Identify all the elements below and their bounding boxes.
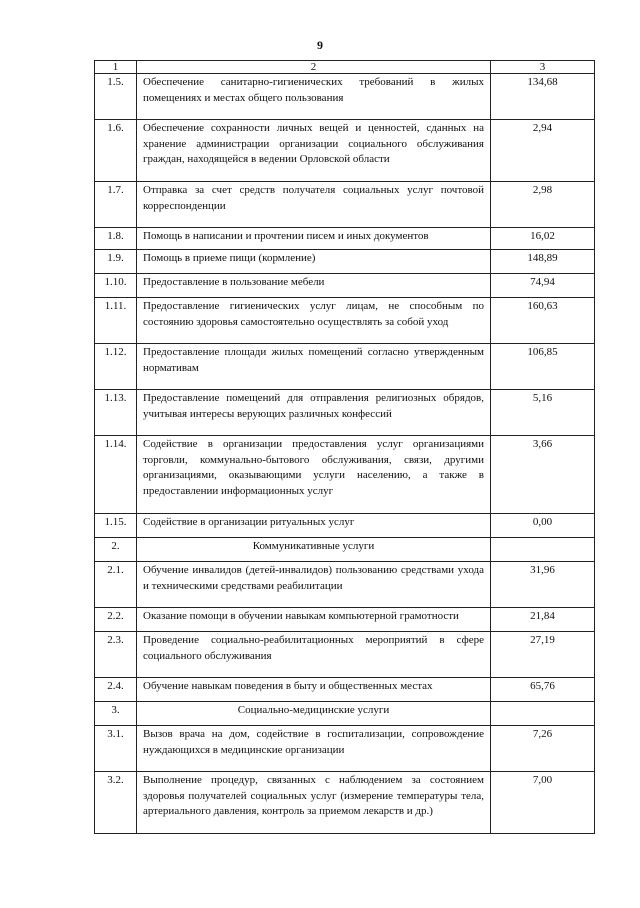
service-name: Предоставление помещений для отправления религиозных обрядов, учитывая интересы верующих различных конфессий xyxy=(137,390,491,436)
service-name: Предоставление в пользование мебели xyxy=(137,274,491,298)
section-row xyxy=(95,702,595,726)
row-number: 1.5. xyxy=(95,74,137,120)
service-name: Вызов врача на дом, содействие в госпитализации, сопровождение нуждающихся в медицинские организации xyxy=(137,726,491,772)
service-name: Отправка за счет средств получателя социальных услуг почтовой корреспонденции xyxy=(137,182,491,228)
service-tariff: 74,94 xyxy=(491,274,595,298)
service-tariff: 134,68 xyxy=(491,74,595,120)
service-name: Предоставление площади жилых помещений согласно утвержденным нормативам xyxy=(137,344,491,390)
section-row xyxy=(95,538,595,562)
service-tariff: 21,84 xyxy=(491,608,595,632)
service-tariff: 65,76 xyxy=(491,678,595,702)
service-tariff: 27,19 xyxy=(491,632,595,678)
table-row xyxy=(95,562,595,608)
service-name: Обучение инвалидов (детей-инвалидов) пользованию средствами ухода и техническими средствами реабилитации xyxy=(137,562,491,608)
service-name: Содействие в организации ритуальных услуг xyxy=(137,514,491,538)
service-tariff: 106,85 xyxy=(491,344,595,390)
row-number: 1.13. xyxy=(95,390,137,436)
table-row xyxy=(95,274,595,298)
section-title: Коммуникативные услуги xyxy=(137,538,491,562)
row-number: 1.14. xyxy=(95,436,137,514)
table-row xyxy=(95,608,595,632)
row-number: 1.15. xyxy=(95,514,137,538)
row-number: 1.9. xyxy=(95,250,137,274)
row-number: 1.7. xyxy=(95,182,137,228)
table-row xyxy=(95,298,595,344)
row-number: 3.1. xyxy=(95,726,137,772)
table-row xyxy=(95,436,595,514)
table-row xyxy=(95,514,595,538)
row-number: 1.10. xyxy=(95,274,137,298)
row-number: 2.3. xyxy=(95,632,137,678)
service-name: Помощь в написании и прочтении писем и иных документов xyxy=(137,228,491,250)
service-name: Обеспечение санитарно-гигиенических требований в жилых помещениях и местах общего пользования xyxy=(137,74,491,120)
service-tariff: 160,63 xyxy=(491,298,595,344)
section-title: Социально-медицинские услуги xyxy=(137,702,491,726)
service-name: Оказание помощи в обучении навыкам компьютерной грамотности xyxy=(137,608,491,632)
table-row xyxy=(95,74,595,120)
header-col-2: 2 xyxy=(137,61,491,74)
service-tariff: 2,98 xyxy=(491,182,595,228)
page-number: 9 xyxy=(317,38,323,52)
table-row xyxy=(95,632,595,678)
service-name: Помощь в приеме пищи (кормление) xyxy=(137,250,491,274)
service-tariff: 5,16 xyxy=(491,390,595,436)
service-name: Выполнение процедур, связанных с наблюдением за состоянием здоровья получателей социальных услуг (измерение температуры тела, артериального давления, контроль за приемом лекарств и др.) xyxy=(137,772,491,834)
service-name: Предоставление гигиенических услуг лицам, не способным по состоянию здоровья самостоятельно осуществлять за собой уход xyxy=(137,298,491,344)
header-col-3: 3 xyxy=(491,61,595,74)
row-number: 2.4. xyxy=(95,678,137,702)
table-row xyxy=(95,726,595,772)
row-number: 1.11. xyxy=(95,298,137,344)
service-tariff: 7,00 xyxy=(491,772,595,834)
service-tariff xyxy=(491,538,595,562)
row-number: 2.1. xyxy=(95,562,137,608)
service-name: Проведение социально-реабилитационных мероприятий в сфере социального обслуживания xyxy=(137,632,491,678)
tariff-table xyxy=(94,60,595,834)
row-number: 1.6. xyxy=(95,120,137,182)
service-tariff: 3,66 xyxy=(491,436,595,514)
service-name: Содействие в организации предоставления услуг организациями торговли, коммунально-бытового обслуживания, связи, другими организациями, оказывающими услуги населению, а также в предоставлении информационных услуг xyxy=(137,436,491,514)
table-row xyxy=(95,182,595,228)
table-row xyxy=(95,390,595,436)
row-number: 3. xyxy=(95,702,137,726)
service-name: Обучение навыкам поведения в быту и общественных местах xyxy=(137,678,491,702)
table-row xyxy=(95,344,595,390)
row-number: 3.2. xyxy=(95,772,137,834)
table-header-row xyxy=(95,61,595,74)
table-row xyxy=(95,120,595,182)
row-number: 1.12. xyxy=(95,344,137,390)
row-number: 2. xyxy=(95,538,137,562)
service-tariff: 7,26 xyxy=(491,726,595,772)
service-name: Обеспечение сохранности личных вещей и ценностей, сданных на хранение администрации организации социального обслуживания граждан, находящейся в ведении Орловской области xyxy=(137,120,491,182)
table-row xyxy=(95,250,595,274)
service-tariff: 2,94 xyxy=(491,120,595,182)
table-row xyxy=(95,228,595,250)
service-tariff xyxy=(491,702,595,726)
service-tariff: 31,96 xyxy=(491,562,595,608)
table-row xyxy=(95,772,595,834)
header-col-1: 1 xyxy=(95,61,137,74)
service-tariff: 148,89 xyxy=(491,250,595,274)
table-row xyxy=(95,678,595,702)
service-tariff: 16,02 xyxy=(491,228,595,250)
row-number: 2.2. xyxy=(95,608,137,632)
row-number: 1.8. xyxy=(95,228,137,250)
service-tariff: 0,00 xyxy=(491,514,595,538)
